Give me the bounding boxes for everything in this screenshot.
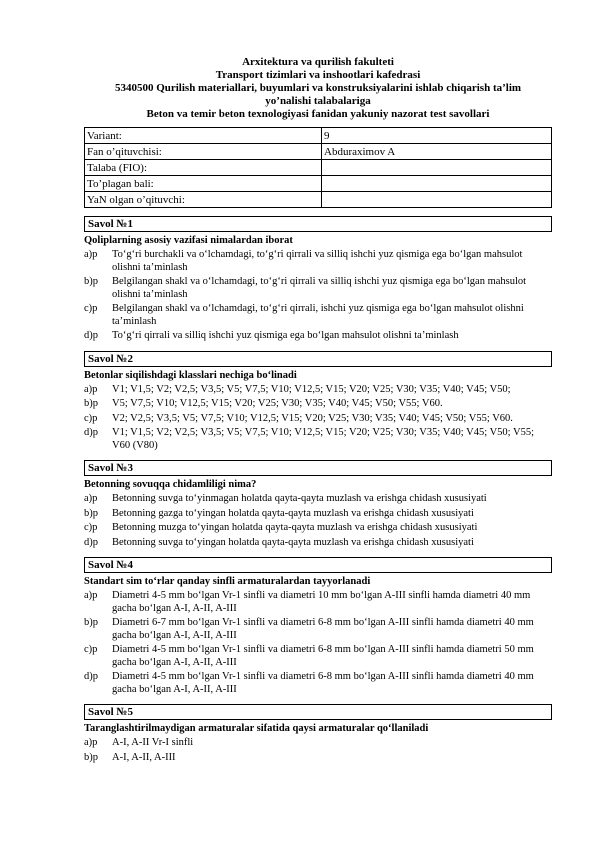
option-text: Belgilangan shakl va o‘lchamdagi, to‘g‘ri qirrali, ishchi yuz qismiga ega bo‘lgan mahsulot olishni ta’minlash	[112, 303, 524, 327]
option-text: To‘g‘ri burchakli va o‘lchamdagi, to‘g‘ri qirrali va silliq ishchi yuz qismiga ega bo‘lgan mahsulot olishni ta’minlash	[112, 249, 523, 273]
answer-option[interactable]	[84, 617, 552, 642]
option-label: b)p	[84, 507, 98, 519]
answer-option[interactable]	[84, 303, 552, 328]
info-row	[85, 144, 552, 160]
question-block	[84, 460, 552, 549]
answer-option[interactable]	[84, 330, 552, 343]
answer-option[interactable]	[84, 276, 552, 301]
option-label: c)p	[84, 303, 98, 314]
option-label: d)p	[84, 671, 98, 682]
test-title: Beton va temir beton texnologiyasi fanidan yakuniy nazorat test savollari	[146, 108, 490, 120]
question-text: Betonlar siqilishdagi klasslari nechiga bo‘linadi	[84, 369, 297, 381]
question-title: Savol №5	[84, 704, 552, 720]
answer-option[interactable]	[84, 508, 552, 521]
option-text: Belgilangan shakl va o‘lchamdagi, to‘g‘ri qirrali va silliq ishchi yuz qismiga ega bo‘lgan mahsulot olishni ta’minlash	[112, 276, 527, 300]
info-row	[85, 176, 552, 192]
question-text: Qoliplarning asosiy vazifasi nimalardan iborat	[84, 235, 293, 246]
answer-option[interactable]	[84, 413, 552, 426]
option-label: a)p	[84, 737, 98, 748]
question-title: Savol №1	[84, 216, 552, 232]
answer-option[interactable]	[84, 537, 552, 550]
option-text: Diametri 4-5 mm bo‘lgan Vr-1 sinfli va diametri 6-8 mm bo‘lgan A-III sinfli hamda diametri 40 mm gacha bo‘lgan A-I, A-II, A-III	[112, 671, 534, 695]
info-row	[85, 192, 552, 208]
option-text: Betonning suvga to‘yinmagan holatda qayta-qayta muzlash va erishga chidash xususiyati	[112, 493, 487, 504]
info-value: Abduraximov A	[322, 144, 552, 160]
info-label: Talaba (FIO):	[85, 160, 322, 176]
option-label: a)p	[84, 383, 98, 395]
question-title: Savol №2	[84, 351, 552, 367]
option-text: A-I, A-II Vr-I sinfli	[112, 737, 194, 748]
specialty-title-cont: yo’nalishi talabalariga	[265, 95, 371, 107]
question-title: Savol №4	[84, 557, 552, 573]
question-block	[84, 351, 552, 453]
answer-option[interactable]	[84, 671, 552, 696]
specialty-title: 5340500 Qurilish materiallari, buyumlari va konstruksiyalarini ishlab chiqarish ta’lim	[114, 82, 522, 94]
answer-option[interactable]	[84, 384, 552, 397]
info-label: Fan o’qituvchisi:	[85, 144, 322, 160]
option-text: Betonning suvga to‘yingan holatda qayta-qayta muzlash va erishga chidash xususiyati	[112, 536, 474, 548]
answer-option[interactable]	[84, 522, 552, 535]
option-text: V2; V2,5; V3,5; V5; V7,5; V10; V12,5; V15; V20; V25; V30; V35; V40; V45; V50; V55; V60.	[112, 412, 513, 424]
question-text: Standart sim to‘rlar qanday sinfli armaturalardan tayyorlanadi	[84, 576, 371, 587]
info-value	[322, 192, 552, 208]
question-text: Betonning sovuqqa chidamliligi nima?	[84, 479, 257, 490]
info-label: Variant:	[85, 128, 322, 144]
question-block	[84, 704, 552, 764]
option-text: Betonning muzga to‘yingan holatda qayta-qayta muzlash va erishga chidash xususiyati	[112, 522, 478, 533]
option-text: Diametri 4-5 mm bo‘lgan Vr-1 sinfli va diametri 6-8 mm bo‘lgan A-III sinfli hamda diametri 50 mm gacha bo‘lgan A-I, A-II, A-III	[112, 644, 534, 668]
answer-option[interactable]	[84, 427, 552, 452]
question-block	[84, 557, 552, 696]
option-text: V5; V7,5; V10; V12,5; V15; V20; V25; V30; V35; V40; V45; V50; V55; V60.	[112, 398, 443, 409]
answer-option[interactable]	[84, 493, 552, 506]
info-table	[84, 127, 552, 208]
option-label: c)p	[84, 412, 98, 424]
option-label: b)p	[84, 276, 98, 287]
department-title: Transport tizimlari va inshootlari kafedrasi	[215, 69, 421, 81]
answer-option[interactable]	[84, 752, 552, 765]
question-text: Taranglashtirilmaydigan armaturalar sifatida qaysi armaturalar qo‘llaniladi	[84, 723, 429, 734]
faculty-title: Arxitektura va qurilish fakulteti	[242, 56, 394, 68]
info-value: 9	[322, 128, 552, 144]
option-text: To‘g‘ri qirrali va silliq ishchi yuz qismiga ega bo‘lgan mahsulot olishni ta’minlash	[112, 330, 459, 341]
option-text: Diametri 6-7 mm bo‘lgan Vr-1 sinfli va diametri 6-8 mm bo‘lgan A-III sinfli hamda diametri 40 mm gacha bo‘lgan A-I, A-II, A-III	[112, 617, 534, 641]
option-label: d)p	[84, 536, 98, 548]
info-value	[322, 160, 552, 176]
option-label: b)p	[84, 617, 98, 628]
info-value	[322, 176, 552, 192]
info-row	[85, 128, 552, 144]
option-text: Diametri 4-5 mm bo‘lgan Vr-1 sinfli va diametri 10 mm bo‘lgan A-III sinfli hamda diametri 40 mm gacha bo‘lgan A-I, A-II, A-III	[112, 590, 531, 614]
option-label: c)p	[84, 644, 98, 655]
option-label: a)p	[84, 249, 98, 260]
option-label: a)p	[84, 590, 98, 601]
info-label: YaN olgan o’qituvchi:	[85, 192, 322, 208]
answer-option[interactable]	[84, 644, 552, 669]
option-label: a)p	[84, 493, 98, 504]
question-block	[84, 216, 552, 343]
info-label: To’plagan bali:	[85, 176, 322, 192]
option-text: V1; V1,5; V2; V2,5; V3,5; V5; V7,5; V10; V12,5; V15; V20; V25; V30; V35; V40; V45; V50; V55; V60 (V80)	[112, 427, 535, 451]
option-text: Betonning gazga to‘yingan holatda qayta-qayta muzlash va erishga chidash xususiyati	[112, 507, 474, 519]
option-label: d)p	[84, 427, 98, 438]
answer-option[interactable]	[84, 249, 552, 274]
info-row	[85, 160, 552, 176]
option-label: c)p	[84, 522, 98, 533]
answer-option[interactable]	[84, 590, 552, 615]
answer-option[interactable]	[84, 737, 552, 750]
option-label: b)p	[84, 751, 98, 763]
option-label: b)p	[84, 398, 98, 409]
answer-option[interactable]	[84, 398, 552, 411]
question-title: Savol №3	[84, 460, 552, 476]
option-text: A-I, A-II, A-III	[112, 751, 176, 763]
option-text: V1; V1,5; V2; V2,5; V3,5; V5; V7,5; V10; V12,5; V15; V20; V25; V30; V35; V40; V45; V50;	[112, 383, 511, 395]
document-header	[84, 56, 552, 121]
option-label: d)p	[84, 330, 98, 341]
